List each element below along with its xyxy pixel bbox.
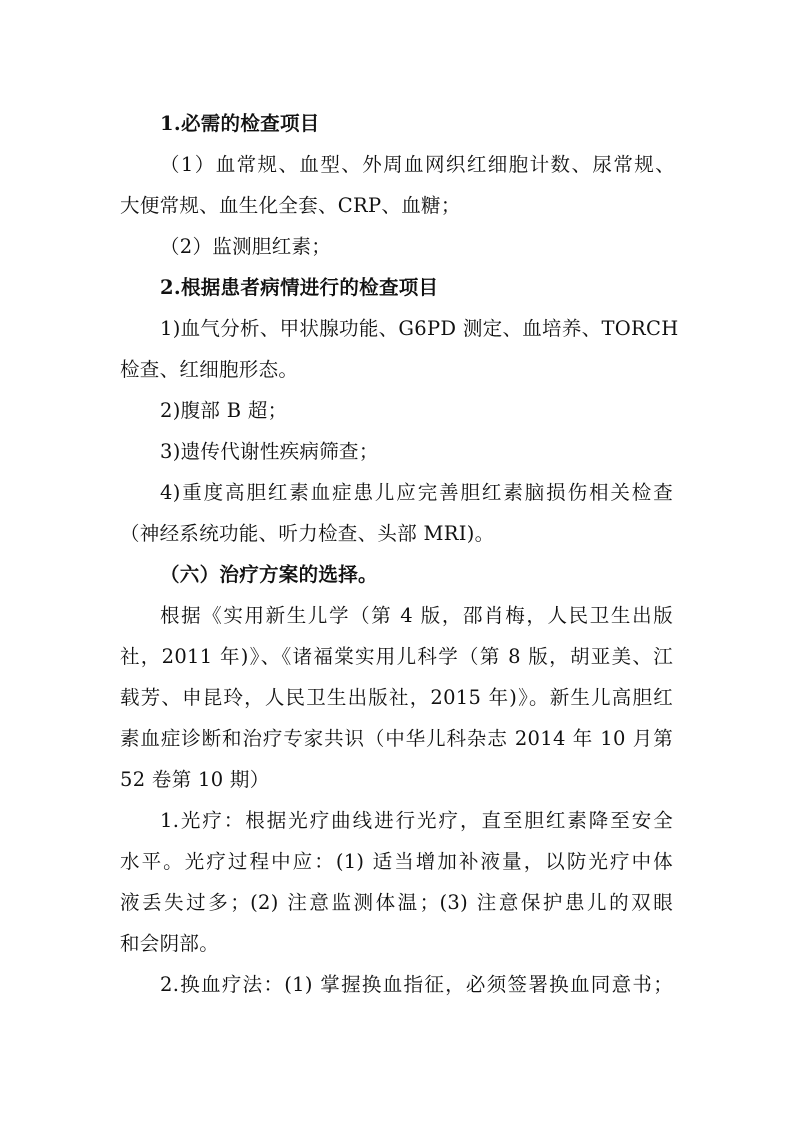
paragraph-line: 4)重度高胆红素血症患儿应完善胆红素脑损伤相关检查 bbox=[160, 481, 673, 504]
paragraph-line: 素血症诊断和治疗专家共识（中华儿科杂志 2014 年 10 月第 bbox=[120, 727, 673, 750]
paragraph-line: 2.换血疗法：(1) 掌握换血指征，必须签署换血同意书； bbox=[160, 973, 673, 996]
paragraph-line: （2）监测胆红素； bbox=[160, 235, 332, 258]
paragraph-line: （1）血常规、血型、外周血网织红细胞计数、尿常规、 bbox=[160, 153, 675, 176]
paragraph-line: 2)腹部 B 超； bbox=[160, 399, 288, 422]
paragraph-line: 检查、红细胞形态。 bbox=[120, 358, 299, 381]
paragraph-line: （神经系统功能、听力检查、头部 MRI)。 bbox=[120, 522, 495, 545]
paragraph-line: 根据《实用新生儿学（第 4 版，邵肖梅，人民卫生出版 bbox=[160, 604, 673, 627]
paragraph-line: 3)遗传代谢性疾病筛查； bbox=[160, 440, 379, 463]
paragraph-line: 社，2011 年)》、《诸福棠实用儿科学（第 8 版，胡亚美、江 bbox=[120, 645, 673, 668]
section-heading-treatment: （六）治疗方案的选择。 bbox=[160, 563, 378, 586]
paragraph-line: 1.光疗：根据光疗曲线进行光疗，直至胆红素降至安全 bbox=[160, 809, 673, 832]
paragraph-line: 水平。光疗过程中应：(1) 适当增加补液量，以防光疗中体 bbox=[120, 850, 673, 873]
heading-required-exams: 1.必需的检查项目 bbox=[160, 112, 320, 135]
paragraph-line: 液丢失过多；(2) 注意监测体温；(3) 注意保护患儿的双眼 bbox=[120, 891, 673, 914]
paragraph-line: 和会阴部。 bbox=[120, 932, 220, 955]
paragraph-line: 大便常规、血生化全套、CRP、血糖； bbox=[120, 194, 461, 217]
heading-conditional-exams: 2.根据患者病情进行的检查项目 bbox=[160, 276, 439, 299]
paragraph-line: 载芳、申昆玲，人民卫生出版社，2015 年)》。新生儿高胆红 bbox=[120, 686, 673, 709]
paragraph-line: 52 卷第 10 期） bbox=[120, 768, 270, 791]
paragraph-line: 1)血气分析、甲状腺功能、G6PD 测定、血培养、TORCH bbox=[160, 317, 679, 340]
